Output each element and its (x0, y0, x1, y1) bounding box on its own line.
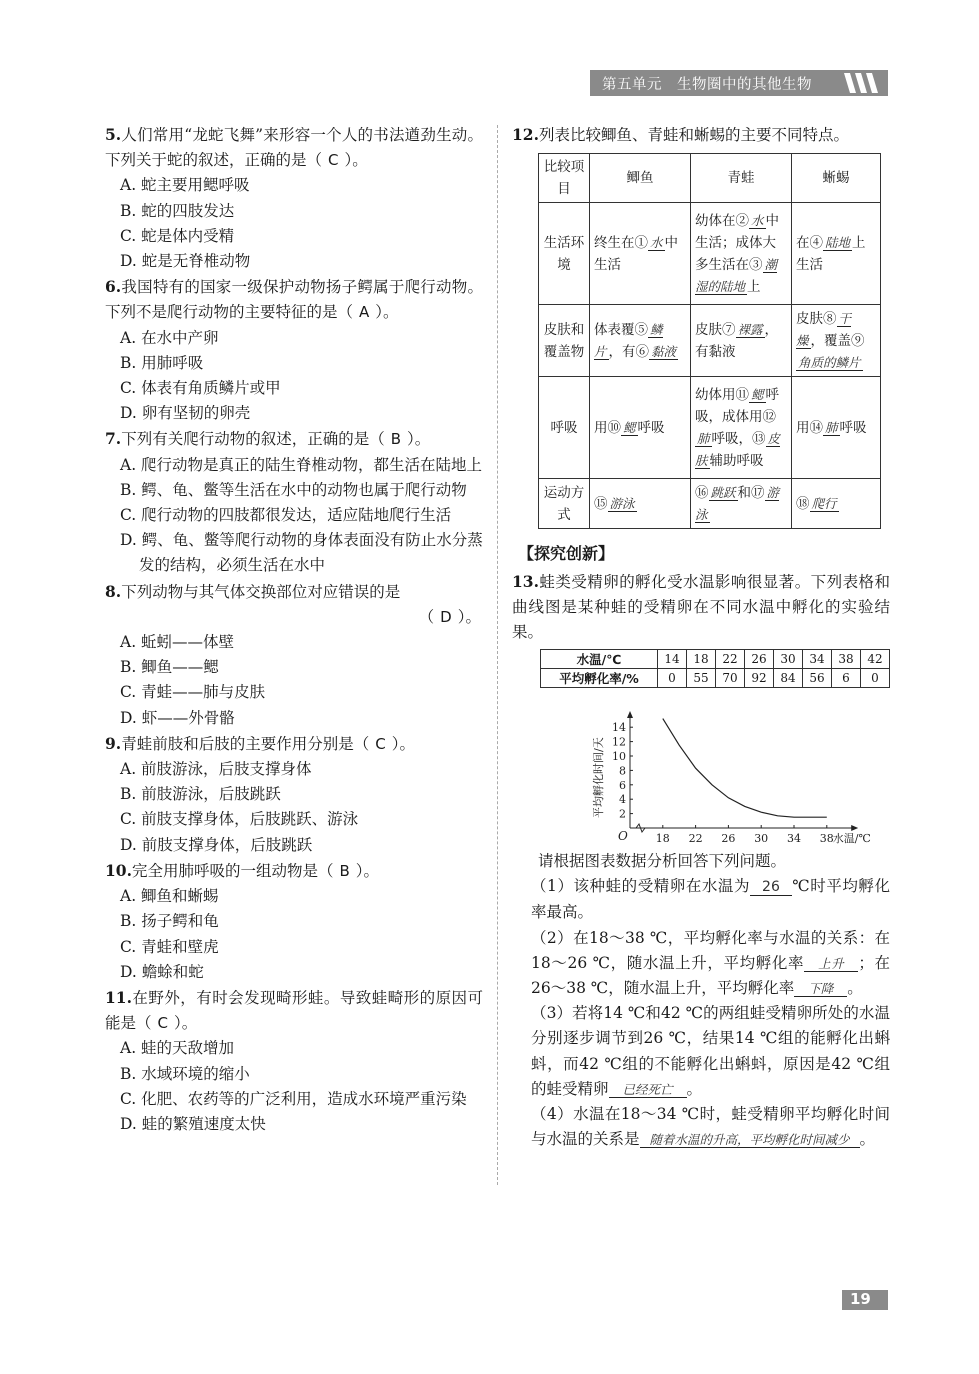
question-number: 8. (105, 581, 122, 601)
x-tick-label: 30 (754, 832, 769, 845)
origin-label: O (618, 829, 628, 843)
x-tick-label: 18 (655, 832, 670, 845)
answer-letter: C (157, 1014, 168, 1033)
answer-blank: 下降 (794, 981, 847, 997)
option-item: B. 鲫鱼——鳃 (120, 658, 219, 677)
row-label: 运动方式 (539, 479, 590, 529)
option-item: A. 蛙的天敌增加 (120, 1039, 235, 1058)
left-column (105, 122, 483, 1137)
table-header-cell: 青蛙 (691, 154, 792, 203)
question-tail: ）。 (174, 1014, 198, 1033)
table-cell: 体表覆⑤ 鳞片 ，有⑥ 黏液 (590, 305, 691, 377)
table-cell: 55 (687, 669, 716, 688)
question-number: 9. (105, 733, 122, 753)
answer-blank: 游泳 (695, 484, 780, 522)
table-cell: 22 (716, 650, 745, 669)
table-cell: 0 (861, 669, 890, 688)
y-tick-label: 2 (619, 807, 626, 821)
table-cell: 皮肤⑧ 干燥 ，覆盖⑨角质的鳞片 (792, 305, 881, 377)
answer-blank: 26 (750, 879, 792, 896)
option-item: A. 鲫鱼和蜥蜴 (120, 887, 219, 906)
answer-blank: 水 (650, 234, 663, 250)
answer-letter: B (390, 430, 401, 449)
answer-blank: 肺 (825, 419, 838, 435)
y-tick-label: 4 (619, 793, 626, 807)
answer-blank: 游泳 (609, 495, 635, 511)
table-header-cell: 鲫鱼 (590, 154, 691, 203)
answer-blank: 爬行 (811, 495, 837, 511)
answer-blank: 肺 (697, 430, 710, 446)
table-cell: 皮肤⑦ 裸露 ，有黏液 (691, 305, 792, 377)
question-tail: ）。 (391, 734, 415, 753)
subquestion-4: （4）水温在18～34 ℃时，蛙受精卵平均孵化时间与水温的关系是 随着水温的升高，平均孵化时间减少 。 (531, 1105, 890, 1149)
y-tick-label: 14 (612, 721, 626, 735)
question-tail: ）。 (344, 151, 368, 170)
table-cell: 42 (861, 650, 890, 669)
x-axis-arrow (851, 825, 858, 831)
question-text: 完全用肺呼吸的一组动物是（ (131, 861, 334, 880)
question-stem (105, 985, 483, 1036)
section-title: 【探究创新】 (518, 544, 615, 563)
question-stem (105, 579, 483, 605)
hatch-time-chart (590, 703, 871, 845)
option-item: A. 爬行动物是真正的陆生脊椎动物，都生活在陆地上 (120, 455, 483, 474)
option-item: B. 蛇的四肢发达 (120, 201, 235, 220)
question-tail: ）。 (375, 303, 399, 322)
x-tick-label: 22 (688, 832, 703, 845)
chapter-header (590, 70, 888, 96)
question-13-subparts (512, 849, 890, 1152)
table-cell: 幼体用⑪ 鳃 呼吸，成体用⑫肺 呼吸，⑬ 皮肤 辅助呼吸 (691, 377, 792, 479)
answer-blank: 陆地 (825, 234, 851, 250)
table-cell: ⑮ 游泳 (590, 479, 691, 529)
table-cell: 56 (803, 669, 832, 688)
subquestion-2: （2）在18～38 ℃，平均孵化率与水温的关系：在18～26 ℃，随水温上升，平均孵化率 上升 ；在26～38 ℃，随水温上升，平均孵化率 下降 。 (531, 928, 890, 998)
question-stem (105, 731, 483, 757)
answer-blank: 跳跃 (710, 484, 736, 500)
option-item: D. 鳄、龟、鳖等爬行动物的身体表面没有防止水分蒸发的结构，必须生活在水中 (120, 531, 483, 575)
answer-blank: 鳃 (623, 419, 636, 435)
question-stem (105, 122, 483, 173)
answer-blank: 黏液 (651, 343, 677, 359)
table-cell: 0 (658, 669, 687, 688)
table-cell: 18 (687, 650, 716, 669)
question-number: 10. (105, 860, 132, 880)
y-axis-label: 平均孵化时间/天 (592, 737, 605, 818)
hatch-data-table (540, 649, 890, 688)
question-text: 青蛙前肢和后肢的主要作用分别是（ (121, 734, 370, 753)
table-cell: 38 (832, 650, 861, 669)
y-axis-arrow (627, 711, 633, 718)
answer-blank: 鳞片 (594, 321, 663, 359)
answer-blank: 随着水温的升高，平均孵化时间减少 (640, 1132, 860, 1148)
column-divider (497, 125, 498, 1185)
answer-line: （ D ）。 (418, 607, 481, 626)
question-tail: ）。 (457, 607, 481, 626)
row-label: 生活环境 (539, 203, 590, 305)
table-row-label: 平均孵化率/% (541, 669, 658, 688)
table-cell: 6 (832, 669, 861, 688)
answer-blank: 已经死亡 (609, 1082, 687, 1098)
x-tick-label: 38 (819, 832, 834, 845)
option-item: C. 体表有角质鳞片或甲 (120, 379, 281, 398)
answer-letter: C (328, 151, 339, 170)
table-cell: 26 (745, 650, 774, 669)
y-tick-label: 8 (619, 764, 626, 778)
question-number: 6. (105, 277, 122, 297)
option-item: B. 用肺呼吸 (120, 353, 204, 372)
answer-letter: C (375, 734, 386, 753)
question-number: 5. (105, 125, 122, 144)
option-item: D. 蛙的繁殖速度太快 (120, 1114, 266, 1133)
answer-blank: 潮湿的陆地 (695, 256, 778, 294)
page-number-badge (842, 1290, 888, 1310)
subquestion-3: （3）若将14 ℃和42 ℃的两组蛙受精卵所处的水温分别逐步调节到26 ℃，结果14 ℃组的能孵化出蝌蚪，而42 ℃组的不能孵化出蝌蚪，原因是42 ℃组的蛙受精卵 已经死亡 。 (531, 1004, 890, 1098)
question-tail: ）。 (407, 430, 431, 449)
question-12 (512, 122, 890, 148)
option-item: A. 前肢游泳，后肢支撑身体 (120, 760, 312, 779)
option-item: B. 鳄、龟、鳖等生活在水中的动物也属于爬行动物 (120, 480, 467, 499)
x-tick-label: 34 (787, 832, 801, 845)
option-item: B. 扬子鳄和龟 (120, 912, 219, 931)
question-13 (512, 569, 890, 646)
option-item: D. 前肢支撑身体，后肢跳跃 (120, 835, 313, 854)
option-item: C. 青蛙——肺与皮肤 (120, 683, 266, 702)
option-item: C. 青蛙和壁虎 (120, 937, 219, 956)
table-cell: 用⑩ 鳃 呼吸 (590, 377, 691, 479)
question-text: 在野外，有时会发现畸形蛙。导致蛙畸形的原因可能是（ (105, 988, 483, 1033)
row-label: 呼吸 (539, 377, 590, 479)
prompt: 请根据图表数据分析回答下列问题。 (538, 852, 787, 870)
answer-blank: 皮肤 (695, 430, 781, 468)
table-cell: 34 (803, 650, 832, 669)
subquestion-1: （1）该种蛙的受精卵在水温为 26 ℃时平均孵化率最高。 (531, 877, 890, 922)
question-stem (105, 426, 483, 452)
question-number: 11. (105, 987, 132, 1007)
option-item: A. 蛇主要用鳃呼吸 (120, 176, 250, 195)
answer-letter: D (440, 607, 452, 626)
answer-blank: 上升 (804, 956, 858, 972)
question-text: 我国特有的国家一级保护动物扬子鳄属于爬行动物。下列不是爬行动物的主要特征的是（ (105, 278, 483, 322)
table-row-label: 水温/℃ (541, 650, 658, 669)
page-number: 19 (850, 1290, 871, 1308)
question-number: 12. (512, 125, 539, 144)
option-item: D. 蛇是无脊椎动物 (120, 252, 251, 271)
y-tick-label: 12 (612, 735, 626, 749)
question-stem: 列表比较鲫鱼、青蛙和蜥蜴的主要不同特点。 (538, 126, 849, 144)
option-item: C. 爬行动物的四肢都很发达，适应陆地爬行生活 (120, 506, 452, 525)
question-text: 下列动物与其气体交换部位对应错误的是 (121, 582, 401, 601)
answer-blank: 角质的鳞片 (798, 354, 861, 370)
x-axis-label: 水温/℃ (832, 832, 871, 845)
table-cell: ⑱ 爬行 (792, 479, 881, 529)
y-tick-label: 10 (612, 750, 626, 763)
answer-blank: 鳃 (751, 386, 764, 402)
question-number: 7. (105, 429, 122, 449)
data-line (663, 719, 827, 818)
option-item: D. 蟾蜍和蛇 (120, 962, 204, 981)
comparison-table (538, 153, 881, 529)
option-item: B. 前肢游泳，后肢跳跃 (120, 785, 281, 804)
table-cell: 92 (745, 669, 774, 688)
table-cell: 30 (774, 650, 803, 669)
answer-blank: 裸露 (737, 321, 763, 337)
option-item: A. 蚯蚓——体壁 (120, 633, 235, 652)
table-cell: 84 (774, 669, 803, 688)
table-cell: 在④ 陆地 上生活 (792, 203, 881, 305)
question-tail: ）。 (355, 861, 380, 880)
table-cell: ⑯ 跳跃 和⑰ 游泳 (691, 479, 792, 529)
answer-blank: 水 (751, 212, 764, 228)
question-number: 13. (512, 572, 539, 591)
table-cell: 用⑭ 肺 呼吸 (792, 377, 881, 479)
table-header-cell: 比较项目 (539, 154, 590, 203)
option-item: C. 蛇是体内受精 (120, 226, 235, 245)
option-item: A. 在水中产卵 (120, 328, 219, 347)
y-tick-label: 6 (619, 778, 626, 792)
chapter-title: 第五单元 生物圈中的其他生物 (602, 77, 812, 93)
table-header-cell: 蜥蜴 (792, 154, 881, 203)
question-stem: 蛙类受精卵的孵化受水温影响很显著。下列表格和曲线图是某种蛙的受精卵在不同水温中孵化的实验结果。 (512, 573, 890, 642)
table-cell: 14 (658, 650, 687, 669)
question-text: 下列有关爬行动物的叙述，正确的是（ (121, 430, 385, 449)
row-label: 皮肤和覆盖物 (539, 305, 590, 377)
question-text: 人们常用“龙蛇飞舞”来形容一个人的书法遒劲生动。下列关于蛇的叙述，正确的是（ (105, 126, 483, 170)
table-cell: 终生在① 水 中生活 (590, 203, 691, 305)
option-item: D. 卵有坚韧的卵壳 (120, 404, 251, 423)
option-item: B. 水域环境的缩小 (120, 1064, 250, 1083)
table-cell: 70 (716, 669, 745, 688)
x-tick-label: 26 (721, 832, 736, 845)
answer-blank: 干燥 (796, 310, 852, 348)
option-item: C. 化肥、农药等的广泛利用，造成水环境严重污染 (120, 1089, 467, 1108)
question-stem (105, 274, 483, 325)
header-stripes-icon (842, 73, 882, 93)
option-item: D. 虾——外骨骼 (120, 708, 235, 727)
question-stem (105, 858, 483, 884)
answer-letter: A (359, 303, 370, 322)
table-cell: 幼体在② 水 中生活；成体大多生活在③ 潮湿的陆地 上 (691, 203, 792, 305)
option-item: C. 前肢支撑身体，后肢跳跃、游泳 (120, 810, 359, 829)
answer-letter: B (339, 861, 350, 880)
